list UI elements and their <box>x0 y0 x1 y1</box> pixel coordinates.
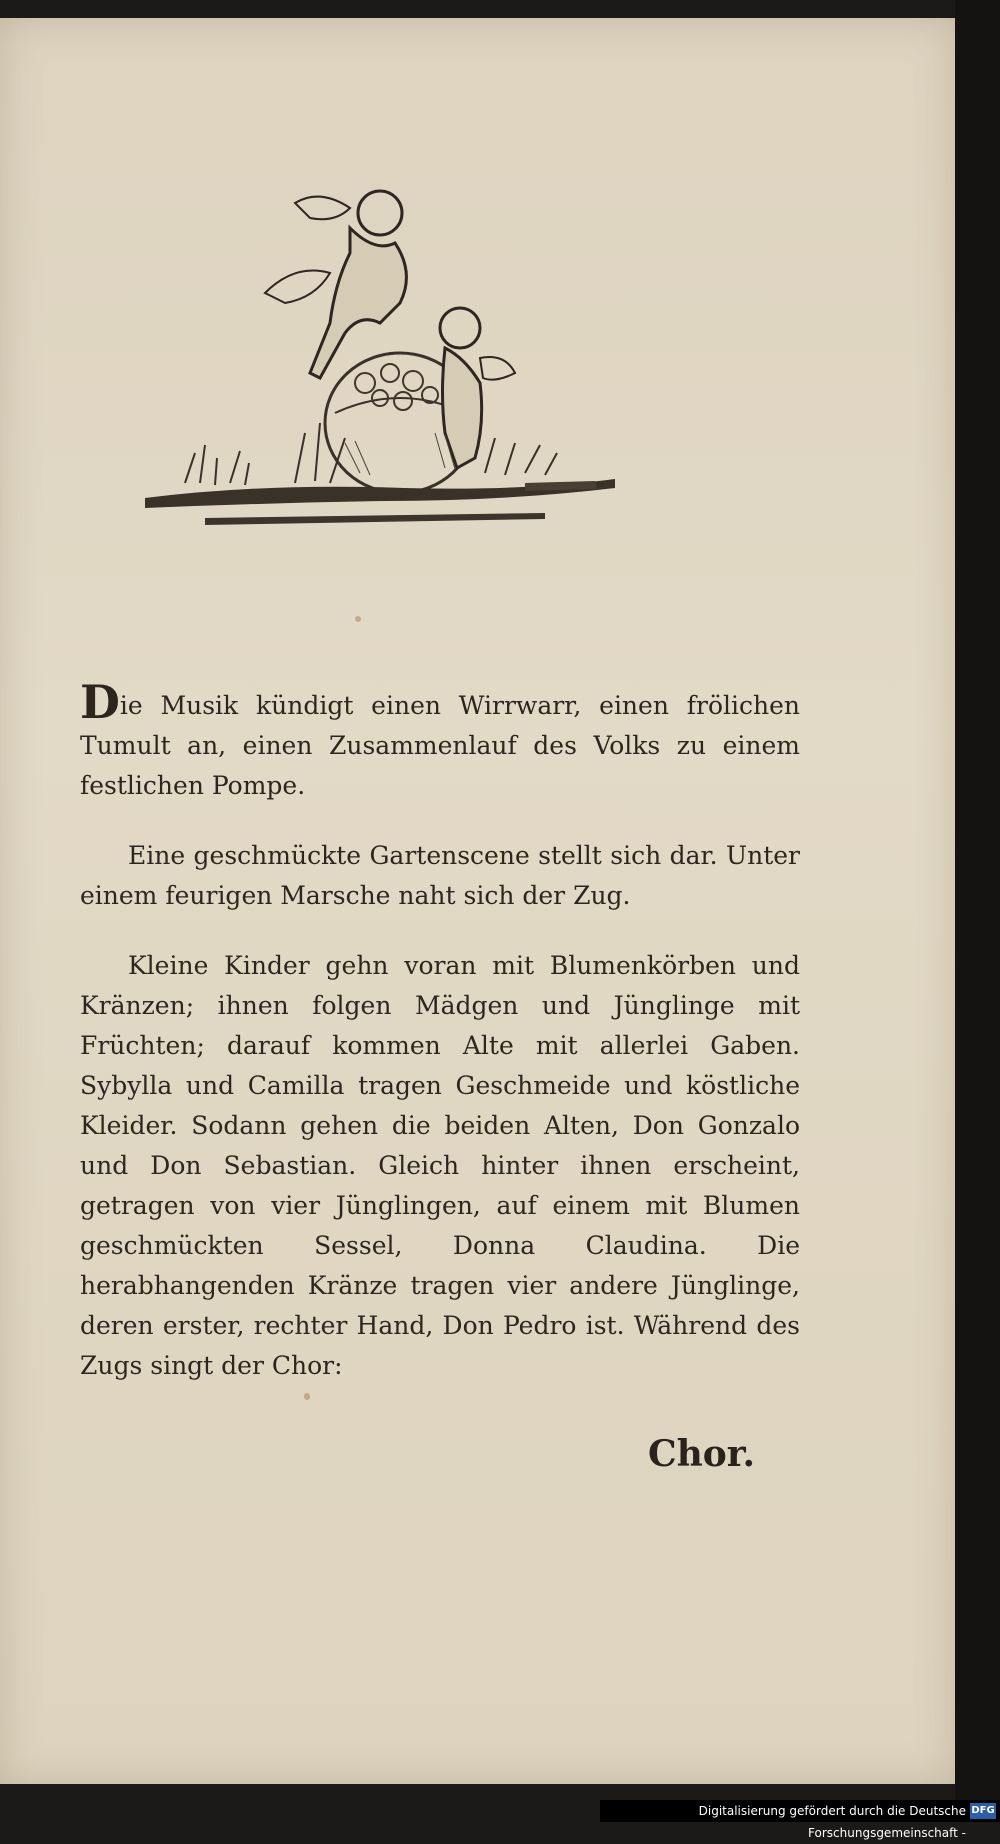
digitization-credit-bar <box>600 1800 1000 1840</box>
chorus-heading: Chor. <box>647 1433 755 1475</box>
paragraph-2: Eine geschmückte Gartenscene stellt sich dar. Unter einem feurigen Marsche naht sich der Zug. <box>80 841 800 910</box>
paragraph-1 <box>80 675 800 806</box>
paragraph-3: Kleine Kinder gehn voran mit Blumenkörben und Kränzen; ihnen folgen Mädgen und Jünglinge mit Früchten; darauf kommen Alte mit allerlei Gaben. Sybylla und Camilla tragen Geschmeide und köstliche Kleider. Sodann gehen die beiden Alten, Don Gonzalo und Don Sebastian. Gleich hinter ihnen erscheint, getragen von vier Jünglingen, auf einem mit Blumen geschmückten Sessel, Donna Claudina. Die herabhangenden Kränze tragen vier andere Jünglinge, deren erster, rechter Hand, Don Pedro ist. Während des Zugs singt der Chor: <box>80 951 800 1380</box>
drop-cap: D <box>80 675 120 729</box>
paragraph-1-text: ie Musik kündigt einen Wirrwarr, einen frölichen Tumult an, einen Zusammenlauf des Volks zu einem festlichen Pompe. <box>80 691 800 800</box>
credit-text: Digitalisierung gefördert durch die Deutsche Forschungsgemeinschaft - <box>698 1804 966 1840</box>
book-page <box>0 18 955 1784</box>
book-edge-shadow <box>955 0 1000 1800</box>
body-text <box>80 675 800 1416</box>
dfg-logo-icon: DFG <box>970 1803 996 1819</box>
cherubs-vignette-illustration <box>145 183 705 543</box>
